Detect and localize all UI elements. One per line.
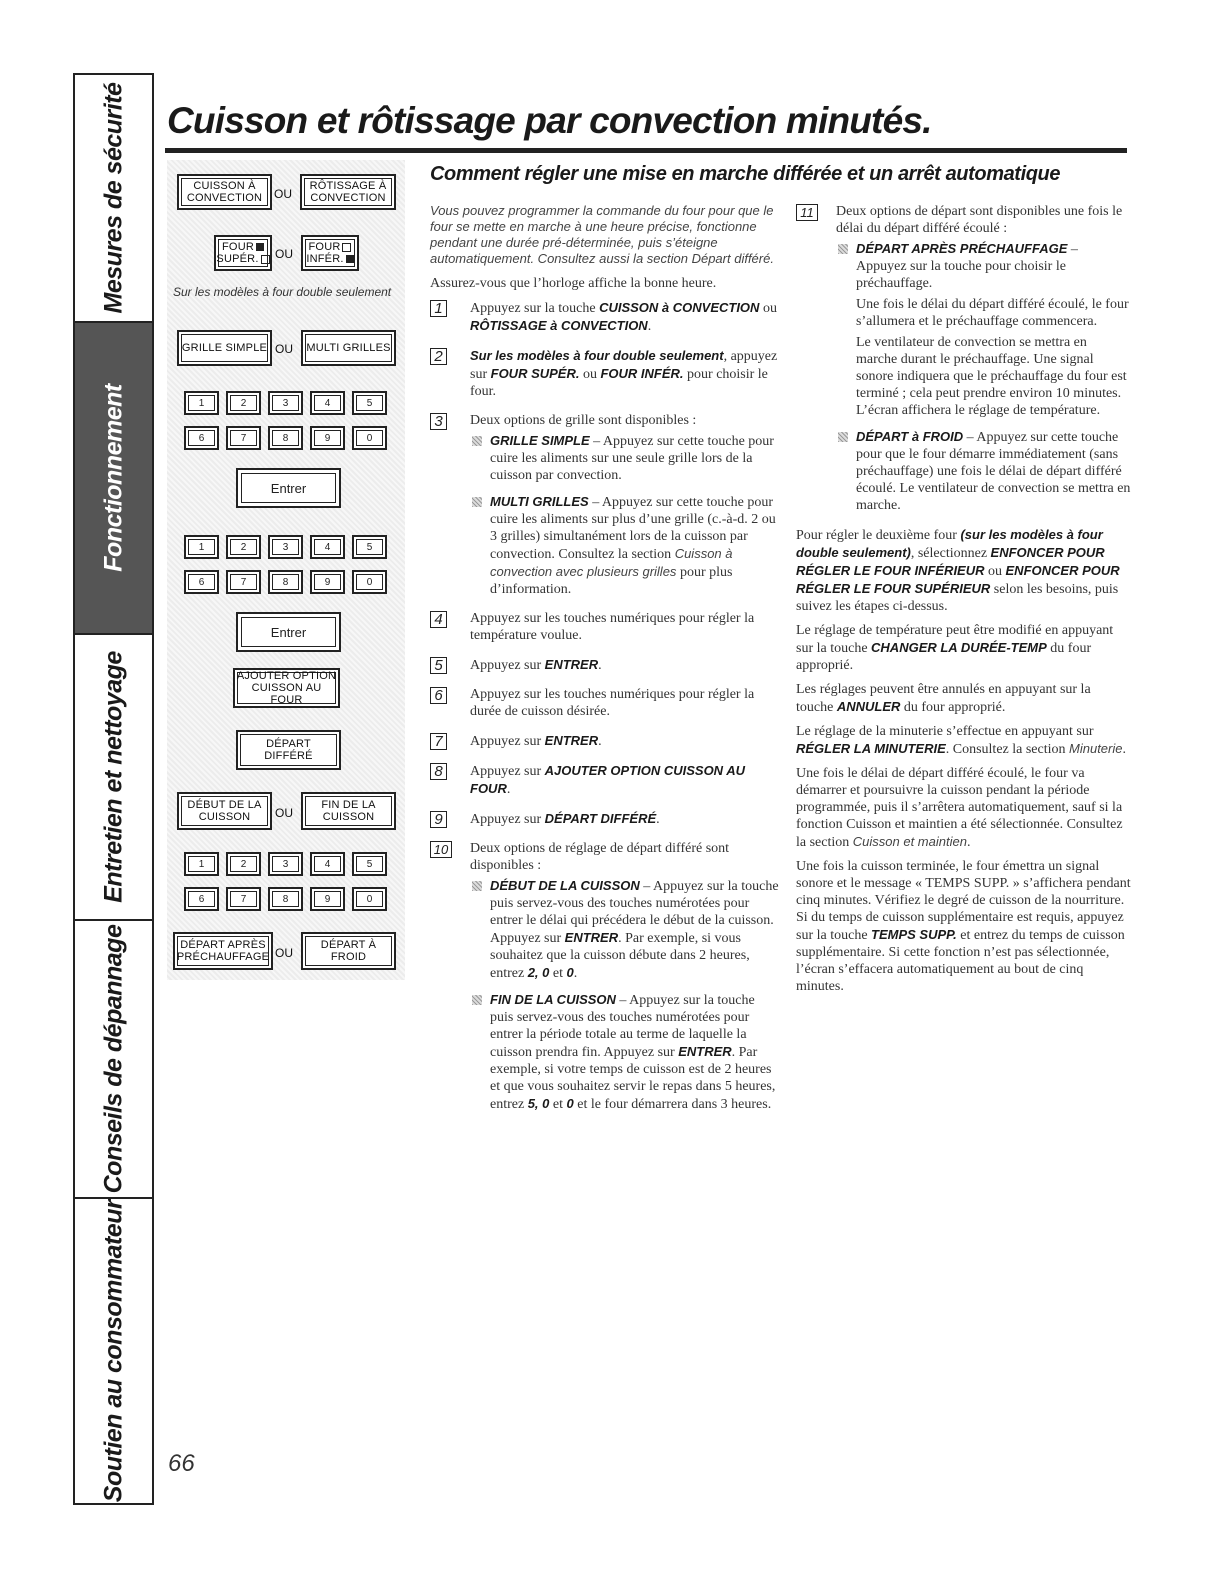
- key-name: 0: [566, 965, 574, 980]
- step-10: [430, 840, 780, 1113]
- bullet-icon: [472, 497, 482, 507]
- key-name: ENTRER: [678, 1044, 732, 1059]
- key-name: RÉGLER LA MINUTERIE: [796, 741, 946, 756]
- option-paragraph: Une fois le délai du départ différé écoulé, le four s’allumera et le préchauffage commencera.: [856, 297, 1129, 329]
- key-name: RÔTISSAGE à CONVECTION: [470, 318, 648, 333]
- or-label: OU: [275, 806, 293, 820]
- section-reference: Cuisson à convection avec plusieurs grilles: [490, 546, 733, 579]
- step-text: ou: [759, 301, 777, 316]
- number-key[interactable]: 5: [352, 535, 387, 559]
- tab-label: Entretien et nettoyage: [99, 651, 127, 903]
- number-key[interactable]: 4: [310, 391, 345, 415]
- step-6: [430, 686, 780, 720]
- option-paragraph: [856, 240, 1131, 292]
- delay-elapsed-paragraph: [796, 765, 1131, 851]
- number-key[interactable]: 8: [268, 887, 303, 911]
- step-number: 4: [430, 611, 447, 628]
- paragraph-text: .: [1122, 742, 1126, 757]
- page-number: 66: [168, 1450, 195, 1477]
- or-label: OU: [275, 247, 293, 261]
- cooking-finished-paragraph: [796, 858, 1131, 995]
- number-key[interactable]: 3: [268, 852, 303, 876]
- step-number: 11: [796, 204, 818, 221]
- key-name: DÉPART DIFFÉRÉ: [544, 811, 657, 826]
- number-key[interactable]: 6: [184, 570, 219, 594]
- option-text: – Appuyez sur la touche puis servez-vous des touches numérotées pour entrer la période totale au terme de laquelle la cuisson prendra fin. Appuyez sur: [490, 993, 755, 1060]
- step-9: [430, 810, 780, 828]
- section-tab-bar: [73, 73, 154, 1505]
- option-text: et: [549, 966, 567, 981]
- step-text: .: [656, 812, 660, 827]
- option-text: – Appuyez sur cette touche pour que le four démarre immédiatement (sans préchauffage) une fois le délai de départ différé écoulé. Le ventilateur de convection se mettra en marche.: [856, 430, 1131, 513]
- number-key[interactable]: 2: [226, 852, 261, 876]
- step-2: [430, 347, 780, 400]
- filled-square-icon: [256, 243, 264, 251]
- tab-soutien-au-consommateur[interactable]: [75, 1199, 152, 1503]
- step-text: Appuyez sur: [470, 812, 545, 827]
- key-name: GRILLE SIMPLE: [490, 433, 590, 448]
- paragraph-text: Le réglage de la minuterie s’effectue en appuyant sur: [796, 724, 1094, 739]
- key-label-line: CONVECTION: [310, 192, 386, 204]
- instructions-column-left: [430, 203, 780, 1125]
- key-label-line: MULTI GRILLES: [306, 342, 391, 354]
- paragraph-text: , sélectionnez: [910, 546, 991, 561]
- step-text: , appuyez sur: [470, 349, 778, 382]
- key-name: DÉPART à FROID: [856, 429, 964, 444]
- number-key[interactable]: 0: [352, 426, 387, 450]
- model-note: (sur les modèles à four double seulement): [796, 527, 1103, 560]
- step-5: [430, 656, 780, 674]
- key-name: 0: [566, 1096, 574, 1111]
- double-oven-note: Sur les modèles à four double seulement: [173, 285, 392, 299]
- page-title: Cuisson et rôtissage par convection minutés.: [167, 100, 932, 141]
- instructions-column-right: [796, 203, 1131, 1002]
- option-single-rack: [470, 432, 780, 484]
- tab-label: Conseils de dépannage: [99, 924, 127, 1194]
- option-text: – Appuyez sur la touche puis servez-vous des touches numérotées pour entrer le délai qui précédera le début de la cuisson. Appuyez sur: [490, 879, 779, 946]
- end-cooking-key[interactable]: [301, 792, 396, 830]
- step-text: .: [598, 658, 602, 673]
- step-11: [796, 203, 1131, 514]
- step-number: 7: [430, 733, 447, 750]
- bullet-icon: [838, 244, 848, 254]
- paragraph-text: et entrez du temps de cuisson supplémentaire. Si cette fonction n’est pas sélectionnée, l’écran s’effacera automatiquement au bout de cinq minutes.: [796, 928, 1125, 994]
- number-key[interactable]: 9: [310, 887, 345, 911]
- key-name: ENTRER: [544, 733, 599, 748]
- key-name: ANNULER: [836, 699, 901, 714]
- key-name: TEMPS SUPP.: [871, 927, 957, 942]
- cancel-paragraph: [796, 681, 1131, 716]
- section-subtitle: Comment régler une mise en marche différée et un arrêt automatique: [430, 163, 1061, 185]
- second-oven-paragraph: [796, 526, 1131, 615]
- number-key[interactable]: 9: [310, 570, 345, 594]
- key-name: ENFONCER POUR RÉGLER LE FOUR SUPÉRIEUR: [796, 563, 1120, 596]
- start-after-preheat-key[interactable]: [173, 932, 273, 970]
- key-label-line: [222, 241, 264, 253]
- step-number: 3: [430, 413, 447, 430]
- section-reference: Cuisson et maintien: [852, 834, 967, 849]
- convection-roast-key[interactable]: [300, 174, 396, 210]
- number-key[interactable]: 0: [352, 887, 387, 911]
- or-label: OU: [275, 342, 293, 356]
- number-key[interactable]: 0: [352, 570, 387, 594]
- key-label-line: RÔTISSAGE À: [309, 180, 387, 192]
- number-key[interactable]: 1: [184, 391, 219, 415]
- key-label-line: CUISSON: [322, 811, 375, 823]
- empty-square-icon: [261, 255, 270, 264]
- option-text: .: [573, 966, 578, 981]
- clock-reminder: Assurez-vous que l’horloge affiche la bonne heure.: [430, 276, 717, 291]
- key-name: ENTRER: [544, 657, 599, 672]
- number-key[interactable]: 9: [310, 426, 345, 450]
- number-key[interactable]: 5: [352, 391, 387, 415]
- option-text: . Par exemple, si votre temps de cuisson est de 2 heures et que vous souhaitez servir le repas dans 5 heures, entrez: [490, 1045, 776, 1112]
- step-3: [430, 412, 780, 598]
- start-cooking-key[interactable]: [177, 792, 272, 830]
- bullet-icon: [472, 436, 482, 446]
- step-text: Appuyez sur les touches numériques pour régler la température voulue.: [470, 611, 755, 643]
- key-label-line: PRÉCHAUFFAGE: [176, 951, 270, 963]
- number-key[interactable]: 7: [226, 426, 261, 450]
- tab-entretien-et-nettoyage[interactable]: [75, 635, 152, 921]
- step-text: Appuyez sur la touche: [470, 301, 600, 316]
- paragraph-text: Le réglage de température peut être modifié en appuyant sur la touche: [796, 623, 1114, 656]
- option-end-cooking: [470, 991, 780, 1113]
- step-number: 2: [430, 348, 447, 365]
- key-label-line: DIFFÉRÉ: [264, 750, 313, 762]
- key-label-line: FIN DE LA: [321, 799, 376, 811]
- temperature-change-paragraph: [796, 622, 1131, 674]
- step-number: 6: [430, 687, 447, 704]
- bullet-icon: [472, 881, 482, 891]
- step-text: ou: [579, 367, 601, 382]
- paragraph-text: du four approprié.: [796, 641, 1092, 673]
- option-start-after-preheat: [836, 240, 1131, 419]
- number-key[interactable]: 3: [268, 535, 303, 559]
- step-text: .: [506, 782, 511, 797]
- step-7: [430, 732, 780, 750]
- step-text: Appuyez sur: [470, 764, 545, 779]
- bullet-icon: [472, 995, 482, 1005]
- key-label-text: FOUR: [308, 241, 341, 253]
- key-label-line: [216, 253, 269, 265]
- delay-start-key[interactable]: [236, 730, 341, 770]
- number-key[interactable]: 6: [184, 426, 219, 450]
- enter-key[interactable]: Entrer: [236, 612, 341, 652]
- step-text: Deux options de réglage de départ différé sont disponibles :: [470, 841, 730, 873]
- paragraph-text: .: [966, 835, 971, 850]
- step-text: Appuyez sur les touches numériques pour régler la durée de cuisson désirée.: [470, 687, 755, 719]
- number-key[interactable]: 7: [226, 570, 261, 594]
- key-label-text: FOUR: [222, 241, 254, 253]
- tab-label: Soutien au consommateur: [99, 1199, 127, 1503]
- filled-square-icon: [346, 255, 354, 263]
- key-label-line: DÉBUT DE LA: [187, 799, 262, 811]
- number-key[interactable]: 4: [310, 535, 345, 559]
- step-1: [430, 299, 780, 335]
- step-number: 8: [430, 763, 447, 780]
- option-start-cooking: [470, 877, 780, 982]
- step-number: 5: [430, 657, 447, 674]
- key-name: FOUR SUPÉR.: [490, 366, 580, 381]
- key-label-line: [309, 241, 352, 253]
- step-number: 1: [430, 300, 447, 317]
- number-key[interactable]: 4: [310, 852, 345, 876]
- timer-paragraph: [796, 723, 1131, 758]
- tab-conseils-de-depannage[interactable]: [75, 921, 152, 1199]
- enter-key[interactable]: Entrer: [236, 468, 341, 508]
- step-number: 9: [430, 811, 447, 828]
- option-text: – Appuyez sur cette touche pour cuire les aliments sur une seule grille lors de la cuisson par convection.: [490, 434, 774, 483]
- key-name: 5, 0: [527, 1096, 550, 1111]
- step-text: pour choisir le four.: [470, 367, 768, 399]
- option-text: – Appuyez sur cette touche pour cuire les aliments sur plus d’une grille (c.-à-d. 2 ou 3 grilles) simultanément lors de la cuisson par convection. Consultez la section: [490, 495, 776, 562]
- intro-paragraph: Vous pouvez programmer la commande du four pour que le four se mette en marche à une heure précise, fonctionne pendant une durée pré-déterminée, puis s’éteigne automatiquement. Consultez aussi la section Départ différé.: [430, 203, 774, 266]
- tab-fonctionnement[interactable]: [75, 323, 152, 635]
- paragraph-text: du four approprié.: [900, 700, 1006, 715]
- or-label: OU: [275, 946, 293, 960]
- step-text: .: [647, 319, 652, 334]
- option-text: . Par exemple, si vous souhaitez que la cuisson débute dans 2 heures, entrez: [490, 931, 750, 981]
- key-label-line: DÉPART: [266, 738, 311, 750]
- tab-mesures-de-securite[interactable]: [75, 75, 152, 323]
- key-name: FIN DE LA CUISSON: [490, 992, 616, 1007]
- key-name: DÉBUT DE LA CUISSON: [490, 878, 640, 893]
- paragraph-text: ou: [984, 564, 1006, 579]
- upper-oven-key[interactable]: [214, 235, 272, 271]
- paragraph-text: Pour régler le deuxième four: [796, 528, 961, 543]
- model-note: Sur les modèles à four double seulement: [470, 348, 724, 363]
- step-text: Appuyez sur: [470, 734, 545, 749]
- key-name: AJOUTER OPTION CUISSON AU FOUR: [470, 763, 745, 796]
- number-key[interactable]: 2: [226, 391, 261, 415]
- tab-label: Mesures de sécurité: [99, 82, 127, 314]
- number-key[interactable]: 2: [226, 535, 261, 559]
- number-key[interactable]: 8: [268, 570, 303, 594]
- option-multi-rack: [470, 493, 780, 598]
- lower-oven-key[interactable]: [301, 235, 359, 271]
- step-8: [430, 762, 780, 798]
- key-name: CUISSON à CONVECTION: [599, 300, 760, 315]
- number-key[interactable]: 8: [268, 426, 303, 450]
- number-key[interactable]: 7: [226, 887, 261, 911]
- number-key[interactable]: 6: [184, 887, 219, 911]
- empty-square-icon: [342, 243, 351, 252]
- paragraph-text: Une fois la cuisson terminée, le four émettra un signal sonore et le message « TEMPS SUPP. » s’affichera pendant cinq minutes. Vérifiez le degré de cuisson de la nourriture. Si du temps de cuisson supplémentaire est requis, appuyez sur la touche: [796, 859, 1131, 943]
- step-number: 10: [430, 841, 452, 858]
- step-4: [430, 610, 780, 644]
- key-label-line: FROID: [330, 951, 367, 963]
- key-label-line: GRILLE SIMPLE: [181, 342, 268, 354]
- key-name: CHANGER LA DURÉE-TEMP: [871, 640, 1047, 655]
- key-label-text: SUPÉR.: [216, 253, 259, 265]
- key-name: ENTRER: [564, 930, 619, 945]
- key-name: FOUR INFÉR.: [600, 366, 684, 381]
- step-text: Appuyez sur: [470, 658, 545, 673]
- step-text: Deux options de grille sont disponibles :: [470, 413, 697, 428]
- key-label-line: DÉPART À: [320, 939, 377, 951]
- number-key[interactable]: 3: [268, 391, 303, 415]
- key-label-line: CUISSON AU FOUR: [251, 682, 322, 706]
- option-text: pour plus d’information.: [490, 565, 733, 597]
- paragraph-text: selon les besoins, puis suivez les étapes ci-dessus.: [796, 582, 1119, 614]
- title-divider: [165, 148, 1127, 153]
- tab-label: Fonctionnement: [99, 384, 127, 572]
- key-name: ENFONCER POUR RÉGLER LE FOUR INFÉRIEUR: [796, 545, 1105, 578]
- section-reference: Minuterie: [1069, 741, 1123, 756]
- step-text: .: [598, 734, 602, 749]
- multi-rack-key[interactable]: [301, 330, 396, 366]
- key-name: DÉPART APRÈS PRÉCHAUFFAGE: [856, 241, 1068, 256]
- key-name: 2, 0: [527, 965, 550, 980]
- or-label: OU: [274, 187, 292, 201]
- number-key[interactable]: 5: [352, 852, 387, 876]
- option-paragraph: Le ventilateur de convection se mettra en marche durant le préchauffage. Une signal sonore indiquera que le préchauffage du four est terminé ; cela peut prendre environ 10 minutes. L’écran affichera le réglage de température.: [856, 335, 1127, 418]
- key-label-line: CUISSON À: [193, 180, 256, 192]
- option-text: – Appuyez sur la touche pour choisir le préchauffage.: [856, 242, 1078, 291]
- step-text: Deux options de départ sont disponibles une fois le délai du départ différé écoulé :: [836, 204, 1123, 236]
- bullet-icon: [838, 432, 848, 442]
- paragraph-text: Une fois le délai de départ différé écoulé, le four va démarrer et poursuivre la cuisson pendant la période programmée, puis il s’arrêtera automatiquement, sauf si la fonction Cuisson et maintien a été sélectionnée. Consultez la section: [796, 766, 1123, 850]
- option-cold-start: [836, 428, 1131, 514]
- key-label-line: CONVECTION: [186, 192, 263, 204]
- key-name: MULTI GRILLES: [490, 494, 589, 509]
- paragraph-text: . Consultez la section: [945, 742, 1070, 757]
- key-label-text: INFÉR.: [306, 253, 344, 265]
- option-text: et le four démarrera dans 3 heures.: [573, 1097, 772, 1112]
- single-rack-key[interactable]: [177, 330, 272, 366]
- convection-bake-key[interactable]: [177, 174, 272, 210]
- number-key[interactable]: 1: [184, 852, 219, 876]
- option-text: et: [549, 1097, 567, 1112]
- key-label-line: DÉPART APRÈS: [180, 939, 266, 951]
- key-label-line: [306, 253, 353, 265]
- paragraph-text: Les réglages peuvent être annulés en appuyant sur la touche: [796, 682, 1091, 715]
- number-key[interactable]: 1: [184, 535, 219, 559]
- cold-start-key[interactable]: [301, 932, 396, 970]
- key-label-line: AJOUTER OPTION: [236, 670, 337, 682]
- key-label-line: CUISSON: [198, 811, 251, 823]
- add-option-bake-key[interactable]: [233, 668, 340, 708]
